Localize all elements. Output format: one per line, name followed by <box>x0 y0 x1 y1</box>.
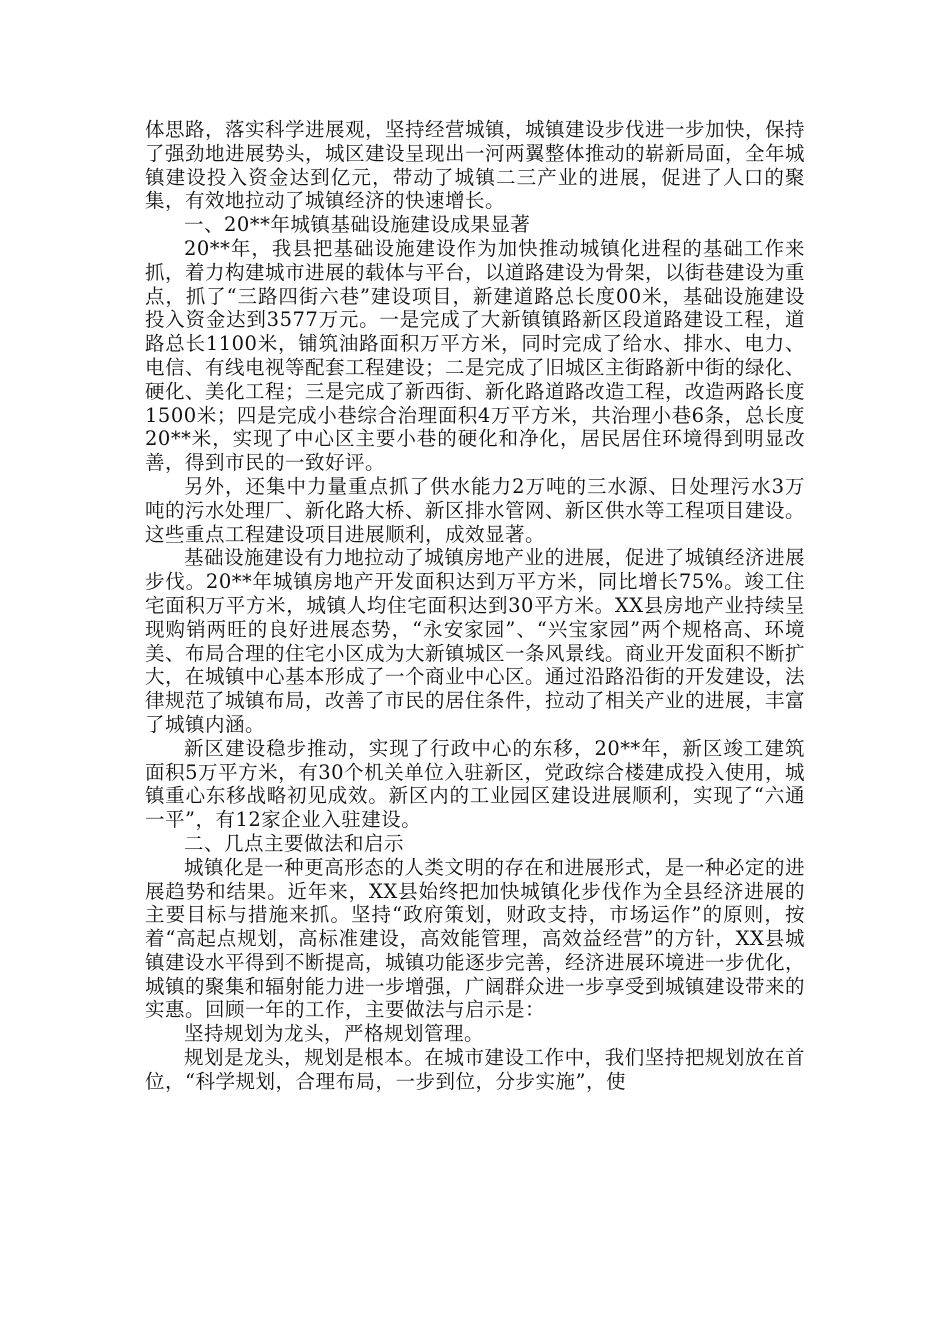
paragraph-new-district: 新区建设稳步推动，实现了行政中心的东移，20**年，新区竣工建筑面积5万平方米，有30个机关单位入驻新区，党政综合楼建成投入使用，城镇重心东移战略初见成效。新区内的工业园区建设进展顺利，实现了“六通一平”，有12家企业入驻建设。 <box>145 736 805 832</box>
paragraph-urbanization: 城镇化是一种更高形态的人类文明的存在和进展形式，是一种必定的进展趋势和结果。近年来，XX县始终把加快城镇化步伐作为全县经济进展的主要目标与措施来抓。坚持“政府策划，财政支持，市场运作”的原则，按着“高起点规划，高标准建设，高效能管理，高效益经营”的方针，XX县城镇建设水平得到不断提高，城镇功能逐步完善，经济进展环境进一步优化，城镇的聚集和辐射能力进一步增强，广阔群众进一步享受到城镇建设带来的实惠。回顾一年的工作，主要做法与启示是： <box>145 855 806 1022</box>
paragraph-planning: 规划是龙头，规划是根本。在城市建设工作中，我们坚持把规划放在首位，“科学规划，合理布局，一步到位，分步实施”，使 <box>145 1046 805 1093</box>
paragraph-intro: 体思路，落实科学进展观，坚持经营城镇，城镇建设步伐进一步加快，保持了强劲地进展势头，城区建设呈现出一河两翼整体推动的崭新局面，全年城镇建设投入资金达到亿元，带动了城镇二三产业的进展，促进了人口的聚集，有效地拉动了城镇经济的快速增长。 <box>145 118 806 213</box>
section-heading-2: 二、几点主要做法和启示 <box>184 831 405 855</box>
document-body <box>145 118 805 1094</box>
paragraph-infrastructure: 20**年，我县把基础设施建设作为加快推动城镇化进程的基础工作来抓，着力构建城市进展的载体与平台，以道路建设为骨架，以街巷建设为重点，抓了“三路四街六巷”建设项目，新建道路总长度00米，基础设施建设投入资金达到3577万元。一是完成了大新镇镇路新区段道路建设工程，道路总长1100米，铺筑油路面积万平方米，同时完成了给水、排水、电力、电信、有线电视等配套工程建设；二是完成了旧城区主街路新中街的绿化、硬化、美化工程；三是完成了新西街、新化路道路改造工程，改造两路长度1500米；四是完成小巷综合治理面积4万平方米，共治理小巷6条，总长度20**米，实现了中心区主要小巷的硬化和净化，居民居住环境得到明显改善，得到市民的一致好评。 <box>145 236 806 475</box>
paragraph-key-projects: 另外，还集中力量重点抓了供水能力2万吨的三水源、日处理污水3万吨的污水处理厂、新化路大桥、新区排水管网、新区供水等工程项目建设。这些重点工程建设项目进展顺利，成效显著。 <box>145 474 806 546</box>
paragraph-real-estate: 基础设施建设有力地拉动了城镇房地产业的进展，促进了城镇经济进展步伐。20**年城镇房地产开发面积达到万平方米，同比增长75%。竣工住宅面积万平方米，城镇人均住宅面积达到30平方米。XX县房地产业持续呈现购销两旺的良好进展态势，“永安家园”、“兴宝家园”两个规格高、环境美、布局合理的住宅小区成为大新镇城区一条风景线。商业开发面积不断扩大，在城镇中心基本形成了一个商业中心区。通过沿路沿街的开发建设，法律规范了城镇布局，改善了市民的居住条件，拉动了相关产业的进展，丰富了城镇内涵。 <box>145 546 806 736</box>
subheading-planning: 坚持规划为龙头，严格规划管理。 <box>184 1022 485 1046</box>
section-heading-1: 一、20**年城镇基础设施建设成果显著 <box>184 213 531 237</box>
